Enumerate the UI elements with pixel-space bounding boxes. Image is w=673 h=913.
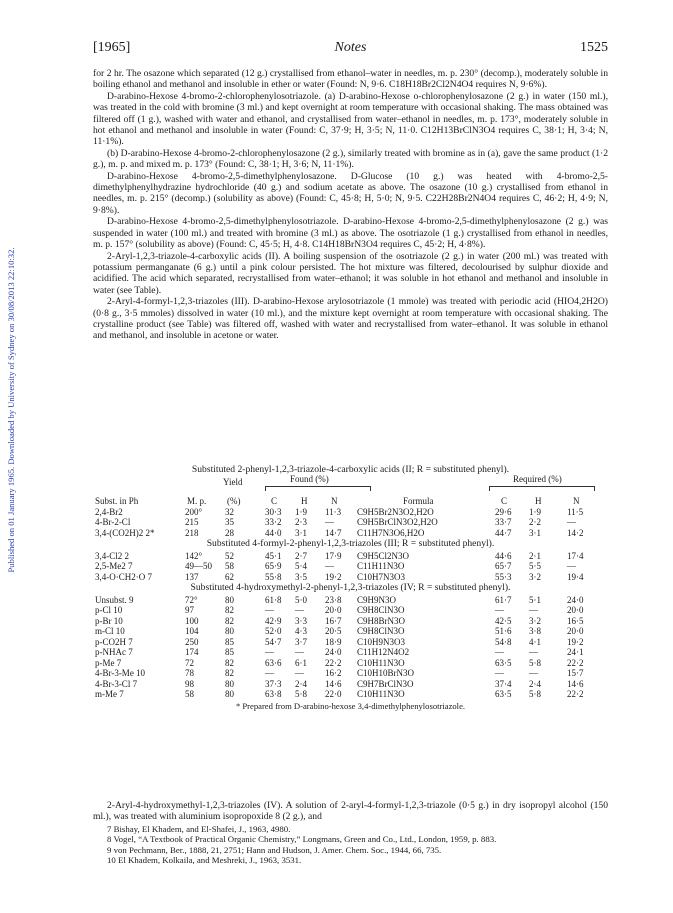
table-cell: 5·5 — [529, 561, 541, 571]
table-header — [93, 473, 608, 507]
table-cell: C9H8BrN3O — [357, 615, 406, 626]
paragraph: D-arabino-Hexose 4-bromo-2,5-dimethylphenylosotriazole. D-arabino-Hexose 4-bromo-2,5-dimethylphenylosazone (2 g.) was suspended in water (100 ml.) and treated with bromine (3 ml.) as above. The osotriazole (1 g.) crystallised from ethanol in needles, m. p. 157° (solubility as above) (Found: C, 45·5; H, 4·8. C14H18BrN3O4 requires C, 45·2; H, 4·8%). — [93, 216, 608, 251]
table-cell: 44·0 — [265, 527, 282, 538]
table-cell: 5·8 — [295, 689, 307, 699]
table-cell: 24·0 — [567, 594, 584, 605]
table-cell: 16·5 — [567, 615, 584, 626]
table-cell: 5·0 — [295, 594, 307, 605]
table-cell: 42·9 — [265, 615, 282, 626]
table-cell: — — [325, 561, 334, 571]
table-cell: 54·7 — [265, 636, 282, 647]
table-cell: 104 — [185, 626, 199, 636]
table-cell: 45·1 — [265, 550, 282, 561]
table-cell: 63·5 — [495, 689, 512, 699]
table-cell: 98 — [185, 678, 194, 689]
header-year: [1965] — [93, 40, 131, 55]
table-cell: 18·9 — [325, 636, 342, 647]
table-row — [93, 572, 608, 583]
table-cell: C9H9N3O — [357, 594, 397, 605]
header-found: Found (%) — [290, 473, 329, 484]
table-cell: 49—50 — [185, 561, 212, 571]
table-cell: p-NHAc 7 — [95, 647, 133, 657]
table-cell: C11H7N3O6,H2O — [357, 527, 425, 538]
table-cell: C10H11N3O — [357, 657, 405, 668]
required-brace — [489, 486, 595, 491]
table-cell: 58 — [185, 689, 194, 699]
table-cell: 82 — [225, 605, 234, 615]
table-cell: — — [265, 668, 274, 678]
table-cell: 20·0 — [325, 605, 342, 615]
table-cell: 82 — [225, 615, 234, 626]
body-text — [93, 68, 608, 342]
table-cell: 22·2 — [567, 657, 584, 668]
watermark-text: Published on 01 January 1965. Downloaded by University of Sydney on 30/08/2013 22:10:32. — [6, 247, 16, 573]
table-cell: 63·6 — [265, 657, 282, 668]
table-cell: 17·9 — [325, 550, 342, 561]
table-cell: 52·0 — [265, 626, 282, 636]
continuation-paragraph: 2-Aryl-4-hydroxymethyl-1,2,3-triazoles (IV). A solution of 2-aryl-4-formyl-1,2,3-triazole (0·5 g.) in dry isopropyl alcohol (150 ml.), was treated with aluminium isopropoxide 8 (2 g.), and — [93, 800, 608, 823]
continuation-section — [93, 800, 608, 865]
table-cell: p-Me 7 — [95, 657, 122, 668]
table-cell: C11H11N3O — [357, 561, 405, 571]
header-formula: Formula — [403, 495, 434, 506]
table-row — [93, 658, 608, 669]
table-cell: 16·7 — [325, 615, 342, 626]
header-required: Required (%) — [513, 473, 562, 484]
table-cell: 16·2 — [325, 668, 342, 678]
table-cell: 250 — [185, 636, 199, 647]
table-cell: 3,4-(CO2H)2 2* — [95, 527, 155, 538]
table-cell: 44·7 — [495, 527, 512, 538]
table-cell: 19·4 — [567, 571, 584, 582]
table-footnote: * Prepared from D-arabino-hexose 3,4-dimethylphenylosotriazole. — [235, 700, 466, 711]
table-cell: p-Cl 10 — [95, 605, 123, 615]
table-cell: C10H11N3O — [357, 689, 405, 699]
header-h-req: H — [535, 495, 542, 506]
table-cell: — — [567, 561, 576, 571]
table-cell: 3·5 — [295, 571, 307, 582]
table-cell: 22·2 — [567, 689, 584, 699]
table-cell: Unsubst. 9 — [95, 594, 134, 605]
table-cell: 174 — [185, 647, 199, 657]
table-cell: 33·7 — [495, 517, 512, 527]
table-cell: C9H5Br2N3O2,H2O — [357, 506, 434, 517]
table-cell: 142° — [185, 550, 203, 561]
table-cell: 2·3 — [295, 517, 307, 527]
table-cell: 22·2 — [325, 657, 342, 668]
table-cell: 2,4-Br2 — [95, 506, 123, 517]
table-cell: 22·0 — [325, 689, 342, 699]
table-cell: — — [295, 647, 304, 657]
paragraph: for 2 hr. The osazone which separated (12 g.) crystallised from ethanol–water in needles, m. p. 230° (decomp.), moderately soluble in boiling ethanol and methanol and insoluble in ether or water (Found: N, 9·6. C18H18Br2Cl2N4O4 requires N, 9·6%). — [93, 68, 608, 91]
table-section-2 — [93, 551, 608, 583]
table-cell: — — [529, 605, 538, 615]
paragraph: 2-Aryl-1,2,3-triazole-4-carboxylic acids (II). A boiling suspension of the osotriazole (2 g.) in water (200 ml.) was treated with potassium permanganate (6 g.) until a pink colour persisted. The hot mixture was filtered, decolourised by sulphur dioxide and acidified. The acid which separated, recrystallised from water–ethanol; it was soluble in hot ethanol and methanol and insoluble in water (see Table). — [93, 250, 608, 296]
table-cell: C9H7BrClN3O — [357, 678, 414, 689]
table-cell: 3·2 — [529, 571, 541, 582]
table-cell: — — [295, 605, 304, 615]
table-cell: 51·6 — [495, 626, 512, 636]
download-watermark — [4, 150, 18, 670]
table-cell: 30·3 — [265, 506, 282, 517]
table-cell: 72° — [185, 594, 198, 605]
table-cell: m-Cl 10 — [95, 626, 125, 636]
header-mp: M. p. — [187, 495, 207, 506]
table-cell: 4·3 — [295, 626, 307, 636]
table-cell: 19·2 — [325, 571, 342, 582]
table-cell: 4-Br-2-Cl — [95, 517, 131, 527]
table-cell: 80 — [225, 626, 234, 636]
running-header — [93, 40, 608, 60]
table-cell: 215 — [185, 517, 199, 527]
table-cell: 3·7 — [295, 636, 307, 647]
table-title-2: Substituted 4-formyl-2-phenyl-1,2,3-triazoles (III; R = substituted phenyl). — [206, 538, 495, 549]
table-cell: 1·9 — [529, 506, 541, 517]
table-cell: — — [295, 668, 304, 678]
table-cell: 3·1 — [529, 527, 541, 538]
table-cell: 4-Br-3-Me 10 — [95, 668, 146, 678]
table-row — [93, 605, 608, 616]
table-cell: 5·4 — [295, 561, 307, 571]
table-cell: 37·3 — [265, 678, 282, 689]
table-cell: C9H8ClN3O — [357, 605, 405, 615]
table-cell: 55·8 — [265, 571, 282, 582]
table-cell: 20·5 — [325, 626, 342, 636]
table-cell: 54·8 — [495, 636, 512, 647]
table-cell: 58 — [225, 561, 234, 571]
table-cell: 52 — [225, 550, 234, 561]
table-row — [93, 561, 608, 572]
reference-item: 10 El Khadem, Kolkaila, and Meshreki, J., 1963, 3531. — [107, 855, 302, 866]
header-c-req: C — [501, 495, 508, 506]
table-cell: 65·9 — [265, 561, 282, 571]
data-table — [93, 464, 608, 711]
table-cell: 24·0 — [325, 647, 342, 657]
table-cell: 100 — [185, 615, 199, 626]
table-cell: p-CO2H 7 — [95, 636, 133, 647]
table-section-3 — [93, 595, 608, 700]
table-cell: C11H12N4O2 — [357, 647, 410, 657]
table-cell: 2·2 — [529, 517, 541, 527]
table-cell: 19·2 — [567, 636, 584, 647]
table-cell: 23·8 — [325, 594, 342, 605]
table-cell: 85 — [225, 647, 234, 657]
table-cell: 2·4 — [295, 678, 307, 689]
paragraph: (b) D-arabino-Hexose 4-bromo-2-chlorophenylosazone (2 g.), similarly treated with bromine as in (a), gave the same product (1·2 g.), m. p. and mixed m. p. 173° (Found: C, 38·1; H, 3·6; N, 11·1%). — [93, 147, 608, 171]
table-cell: 61·8 — [265, 594, 282, 605]
table-cell: 35 — [225, 517, 234, 527]
table-section-1 — [93, 507, 608, 539]
table-cell: 4·1 — [529, 636, 541, 647]
header-n-req: N — [573, 495, 580, 506]
table-row — [93, 595, 608, 606]
table-cell: 20·0 — [567, 626, 584, 636]
table-cell: 3·1 — [295, 527, 307, 538]
table-cell: 137 — [185, 571, 199, 582]
table-cell: 2·1 — [529, 550, 541, 561]
table-row — [93, 528, 608, 539]
table-row — [93, 616, 608, 627]
table-cell: — — [265, 647, 274, 657]
table-cell: 3,4-Cl2 2 — [95, 550, 130, 561]
table-cell: 15·7 — [567, 668, 584, 678]
table-cell: C9H5Cl2N3O — [357, 550, 410, 561]
page-number: 1525 — [580, 40, 608, 55]
table-row — [93, 679, 608, 690]
table-cell: 4-Br-3-Cl 7 — [95, 678, 138, 689]
table-row — [93, 626, 608, 637]
header-yield-pct: (%) — [227, 495, 241, 506]
table-cell: 29·6 — [495, 506, 512, 517]
table-cell: — — [265, 605, 274, 615]
table-cell: 37·4 — [495, 678, 512, 689]
table-cell: 20·0 — [567, 605, 584, 615]
table-cell: 63·8 — [265, 689, 282, 699]
table-cell: m-Me 7 — [95, 689, 124, 699]
table-cell: C10H9N3O3 — [357, 636, 406, 647]
header-yield: Yield — [223, 476, 243, 487]
table-cell: — — [325, 517, 334, 527]
table-cell: C10H10BrN3O — [357, 668, 415, 678]
header-c-found: C — [271, 495, 278, 506]
table-cell: 14·6 — [325, 678, 342, 689]
table-cell: 28 — [225, 527, 234, 538]
references — [93, 824, 608, 866]
table-title-1: Substituted 2-phenyl-1,2,3-triazole-4-carboxylic acids (II; R = substituted phenyl). — [191, 464, 510, 475]
reference-item: 9 von Pechmann, Ber., 1888, 21, 2751; Hann and Hudson, J. Amer. Chem. Soc., 1944, 66, 735. — [107, 844, 442, 855]
table-cell: 11·5 — [567, 506, 584, 517]
reference-item: 8 Vogel, “A Textbook of Practical Organic Chemistry,” Longmans, Green and Co., Ltd., London, 1959, p. 883. — [107, 834, 497, 845]
table-title-3: Substituted 4-hydroxymethyl-2-phenyl-1,2,3-triazoles (IV; R = substituted phenyl). — [190, 582, 511, 593]
table-cell: 14·7 — [325, 527, 342, 538]
table-cell: 55·3 — [495, 571, 512, 582]
table-cell: — — [567, 517, 576, 527]
table-cell: 78 — [185, 668, 194, 678]
table-cell: 3·8 — [529, 626, 541, 636]
table-cell: 65·7 — [495, 561, 512, 571]
table-cell: 63·5 — [495, 657, 512, 668]
header-subst: Subst. in Ph — [95, 495, 139, 506]
table-cell: 5·8 — [529, 657, 541, 668]
table-cell: 2,5-Me2 7 — [95, 561, 133, 571]
table-cell: 11·3 — [325, 506, 342, 517]
table-cell: 3,4-O·CH2·O 7 — [95, 571, 152, 582]
table-cell: 80 — [225, 678, 234, 689]
table-cell: C9H8ClN3O — [357, 626, 405, 636]
table-cell: 5·8 — [529, 689, 541, 699]
table-cell: 2·4 — [529, 678, 541, 689]
table-cell: 2·7 — [295, 550, 307, 561]
paragraph: 2-Aryl-4-formyl-1,2,3-triazoles (III). D-arabino-Hexose arylosotriazole (1 mmole) was treated with periodic acid (HIO4,2H2O) (0·8 g., 3·5 mmoles) dissolved in water (10 ml.), and the mixture kept overnight at room temperature with occasional shaking. The crystalline product (see Table) was filtered off, washed with water and recrystallised from water–ethanol. It was soluble in ethanol and methanol, and insoluble in acetone or water. — [93, 296, 608, 342]
table-cell: — — [495, 647, 504, 657]
table-cell: 82 — [225, 657, 234, 668]
table-cell: 17·4 — [567, 550, 584, 561]
table-cell: C9H5BrClN3O2,H2O — [357, 517, 438, 527]
table-cell: 24·1 — [567, 647, 584, 657]
table-cell: 33·2 — [265, 517, 282, 527]
paragraph: D-arabino-Hexose 4-bromo-2,5-dimethylphenylosazone. D-Glucose (10 g.) was heated with 4-bromo-2,5-dimethylphenylhydrazine hydrochloride (40 g.) and sodium acetate as above. The osazone (10 g.) crystallised from ethanol in needles, m. p. 215° (decomp.) (solubility as above) (Found: C, 45·8; H, 5·0; N, 9·5. C22H28Br2N4O4 requires C, 46·2; H, 4·9; N, 9·8%). — [93, 170, 608, 216]
found-brace — [265, 486, 371, 491]
reference-item: 7 Bishay, El Khadem, and El-Shafei, J., 1963, 4980. — [107, 823, 291, 834]
table-row — [93, 647, 608, 658]
header-h-found: H — [301, 495, 308, 506]
table-cell: — — [495, 605, 504, 615]
table-cell: — — [495, 668, 504, 678]
table-row — [93, 517, 608, 528]
header-title: Notes — [334, 40, 367, 55]
table-cell: 1·9 — [295, 506, 307, 517]
table-cell: 80 — [225, 594, 234, 605]
table-cell: 3·2 — [529, 615, 541, 626]
table-cell: 62 — [225, 571, 234, 582]
table-cell: C10H7N3O3 — [357, 571, 406, 582]
table-cell: 6·1 — [295, 657, 307, 668]
table-row — [93, 507, 608, 518]
table-cell: 61·7 — [495, 594, 512, 605]
table-row — [93, 637, 608, 648]
table-cell: 3·3 — [295, 615, 307, 626]
table-cell: 14·6 — [567, 678, 584, 689]
table-cell: 97 — [185, 605, 194, 615]
table-cell: 44·6 — [495, 550, 512, 561]
paragraph: D-arabino-Hexose 4-bromo-2-chlorophenylosotriazole. (a) D-arabino-Hexose o-chlorophenylosazone (2 g.) in water (150 ml.), was treated in the cold with bromine (3 ml.) and kept overnight at room temperature with occasional shaking. The mass obtained was filtered off (1 g.), washed with water and ethanol, and crystallised from water–ethanol in needles, m. p. 173°, moderately soluble in hot ethanol and methanol and insoluble in water (Found: C, 37·9; H, 3·5; N, 11·0. C12H13BrClN3O4 requires C, 38·1; H, 3·4; N, 11·1%). — [93, 90, 608, 148]
table-cell: 42·5 — [495, 615, 512, 626]
table-cell: 5·1 — [529, 594, 541, 605]
table-cell: 82 — [225, 668, 234, 678]
table-row — [93, 689, 608, 700]
table-cell: 80 — [225, 689, 234, 699]
table-row — [93, 668, 608, 679]
table-cell: 14·2 — [567, 527, 584, 538]
header-n-found: N — [331, 495, 338, 506]
table-cell: 32 — [225, 506, 234, 517]
table-cell: — — [529, 647, 538, 657]
table-cell: 85 — [225, 636, 234, 647]
table-cell: 72 — [185, 657, 194, 668]
table-cell: p-Br 10 — [95, 615, 123, 626]
table-row — [93, 551, 608, 562]
table-cell: 218 — [185, 527, 199, 538]
table-cell: 200° — [185, 506, 203, 517]
table-cell: — — [529, 668, 538, 678]
